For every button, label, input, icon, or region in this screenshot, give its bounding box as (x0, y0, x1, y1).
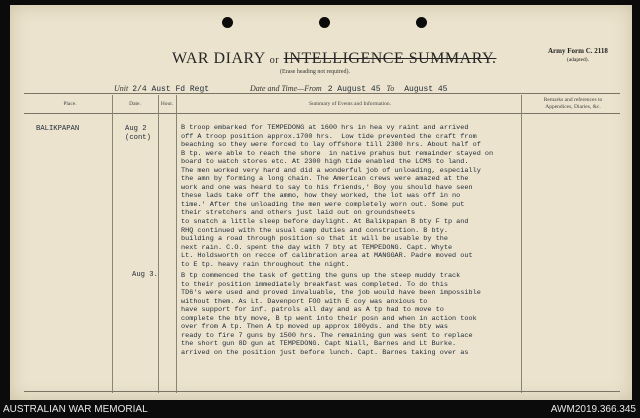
col-head-date: Date. (129, 101, 141, 107)
col-head-remarks: Remarks and references to Appendices, Diaries, &c. (543, 97, 603, 110)
archive-caption (0, 402, 640, 418)
entry-date: Aug 3. (132, 271, 158, 279)
rule (24, 93, 620, 94)
punch-hole (319, 17, 330, 28)
archive-name: AUSTRALIAN WAR MEMORIAL (3, 404, 148, 415)
date-from: 2 August 45 (327, 85, 381, 94)
column-divider (158, 95, 159, 393)
entry-summary: B tp commenced the task of getting the guns up the steep muddy track to their position immediately breakfast was completed. To do this TD6's were used and proved invaluable, the job would have been impossible without them. As Lt. Davenport FOO with E coy was anxious to have support for inf. patrols all day and as A tp had to move to complete the bty move, B tp went into their posn and when in action took over from A tp. Then A tp moved up approx 100yds. and the bty was ready to fire 7 guns by 1500 hrs. The remaining gun was sent to replace the short gun 8D gun at TEMPEDONG. Capt Niall, Barnes and Lt Burke. arrived on the position just before lunch. Capt. Barnes taking over as (181, 272, 481, 357)
entry-place: BALIKPAPAN (36, 125, 80, 133)
form-title: WAR DIARY or INTELLIGENCE SUMMARY. (172, 50, 497, 67)
unit-value: 2/4 Aust Fd Regt (132, 85, 210, 94)
punch-hole (416, 17, 427, 28)
col-head-place: Place. (63, 101, 77, 107)
column-divider (176, 95, 177, 393)
punch-hole (222, 17, 233, 28)
date-to: August 45 (404, 85, 448, 94)
diary-page (10, 5, 632, 400)
form-number: Army Form C. 2118 (adapted). (548, 47, 608, 63)
archive-id: AWM2019.366.345 (550, 404, 636, 415)
column-divider (521, 95, 522, 393)
rule (24, 113, 620, 114)
entry-date: Aug 2 (cont) (125, 125, 151, 143)
rule (24, 391, 620, 392)
unit-line: Unit 2/4 Aust Fd Regt (114, 84, 210, 94)
column-divider (112, 95, 113, 393)
form-subtitle: (Erase heading not required). (280, 69, 350, 75)
col-head-summary: Summary of Events and Information. (308, 101, 392, 107)
date-line: Date and Time—From 2 August 45 To August 45 (250, 84, 448, 94)
entry-summary: B troop embarked for TEMPEDONG at 1600 hrs in hea vy raint and arrived off A troop position approx.1700 hrs. Low tide prevented the craft from beaching so they were forced to lay offshore till 2300 hrs. About half of B tp. were able to reach the shore in native prahus but remainder stayed on board to watch stores etc. At 2300 high tide enabled the LCMS to land. The men worked very hard and did a wonderful job of unloading, especially the amn by forming a long chain. The American crews were amazed at the work and one was heard to say to his friends,' Boy you should have seen these lads take off the ammo, how they worked, the lot was off in no time.' After the unloading the men were completely worn out. Some put their stretchers and others just laid out on groundsheets to snatch a little sleep before daylight. At Balikpapan B bty F tp and RHQ continued with the usual camp duties and construction. B bty. building a road through position so that it will be usable by the next rain. C.O. spent the day with 7 bty at TEMPEDONG. Capt. Whyte Lt. Holdsworth on recce of calibration area at MANGGAR. Padre moved out to E tp. heavy rain throughout the night. (181, 124, 494, 269)
col-head-hour: Hour. (160, 101, 174, 107)
